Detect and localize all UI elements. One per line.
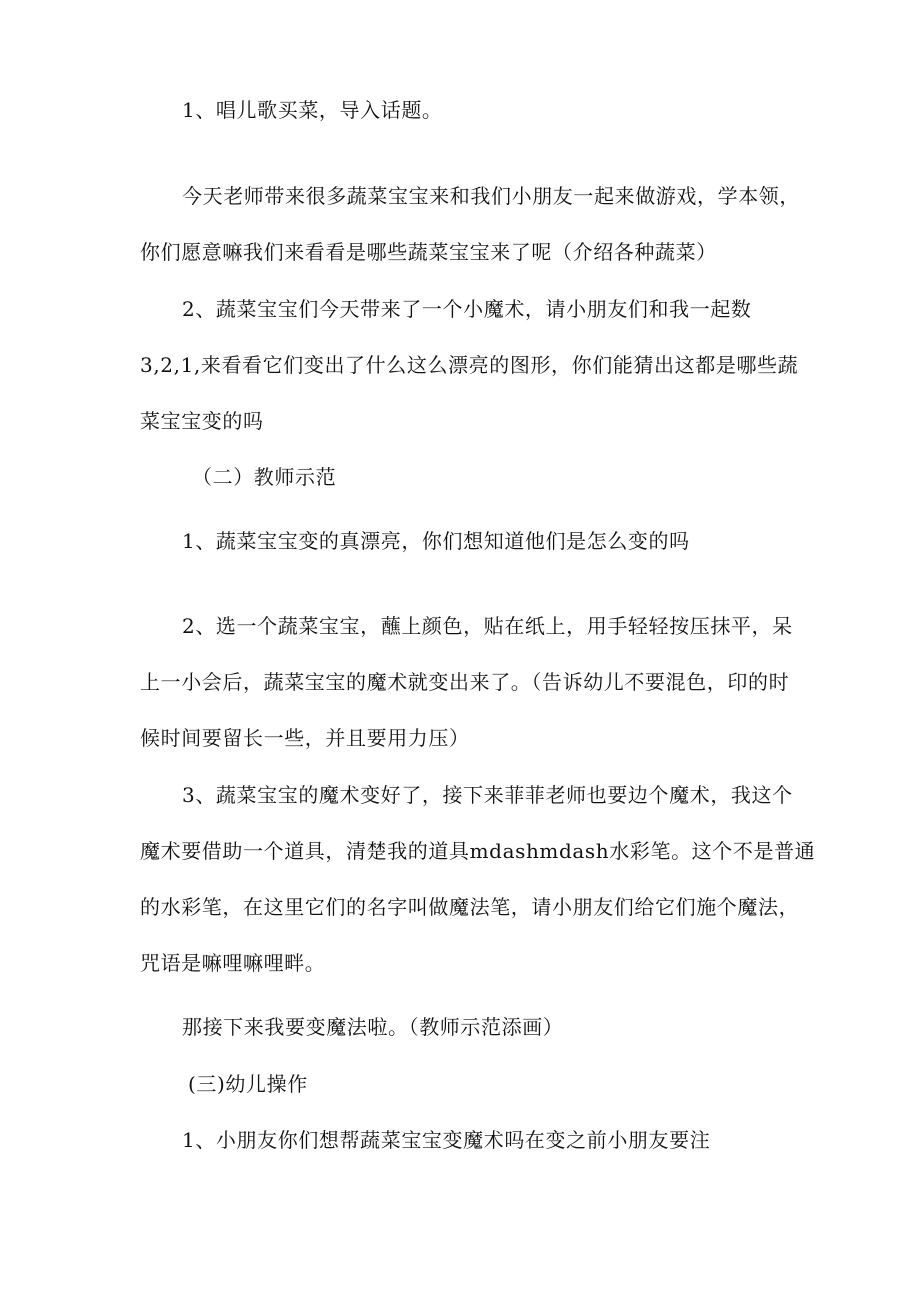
paragraph-line-14: 的水彩笔，在这里它们的名字叫做魔法笔，请小朋友们给它们施个魔法， bbox=[140, 895, 800, 919]
paragraph-line-8: 1、蔬菜宝宝变的真漂亮，你们想知道他们是怎么变的吗 bbox=[182, 529, 690, 553]
paragraph-line-16: 那接下来我要变魔法啦。（教师示范添画） bbox=[182, 1015, 564, 1039]
paragraph-line-2: 今天老师带来很多蔬菜宝宝来和我们小朋友一起来做游戏，学本领， bbox=[182, 184, 800, 208]
paragraph-line-18: 1、小朋友你们想帮蔬菜宝宝变魔术吗在变之前小朋友要注 bbox=[182, 1128, 711, 1152]
paragraph-line-6: 菜宝宝变的吗 bbox=[140, 409, 264, 433]
paragraph-line-10: 上一小会后，蔬菜宝宝的魔术就变出来了。（告诉幼儿不要混色，印的时 bbox=[140, 670, 790, 694]
section-heading-2: （二）教师示范 bbox=[192, 465, 337, 489]
paragraph-line-11: 候时间要留长一些，并且要用力压） bbox=[140, 726, 470, 750]
paragraph-line-9: 2、选一个蔬菜宝宝，蘸上颜色，贴在纸上，用手轻轻按压抹平，呆 bbox=[182, 614, 793, 638]
paragraph-line-5: 3,2,1,来看看它们变出了什么这么漂亮的图形，你们能猜出这都是哪些蔬 bbox=[140, 353, 799, 377]
paragraph-line-13: 魔术要借助一个道具，清楚我的道具mdashmdash水彩笔。这个不是普通 bbox=[140, 839, 816, 863]
paragraph-line-1: 1、唱儿歌买菜，导入话题。 bbox=[182, 98, 443, 122]
paragraph-line-4: 2、蔬菜宝宝们今天带来了一个小魔术，请小朋友们和我一起数 bbox=[182, 297, 752, 321]
section-heading-3: (三)幼儿操作 bbox=[188, 1072, 308, 1096]
paragraph-line-15: 咒语是嘛哩嘛哩畔。 bbox=[140, 951, 326, 975]
paragraph-line-12: 3、蔬菜宝宝的魔术变好了，接下来菲菲老师也要边个魔术，我这个 bbox=[182, 783, 793, 807]
paragraph-line-3: 你们愿意嘛我们来看看是哪些蔬菜宝宝来了呢（介绍各种蔬菜） bbox=[140, 240, 717, 264]
